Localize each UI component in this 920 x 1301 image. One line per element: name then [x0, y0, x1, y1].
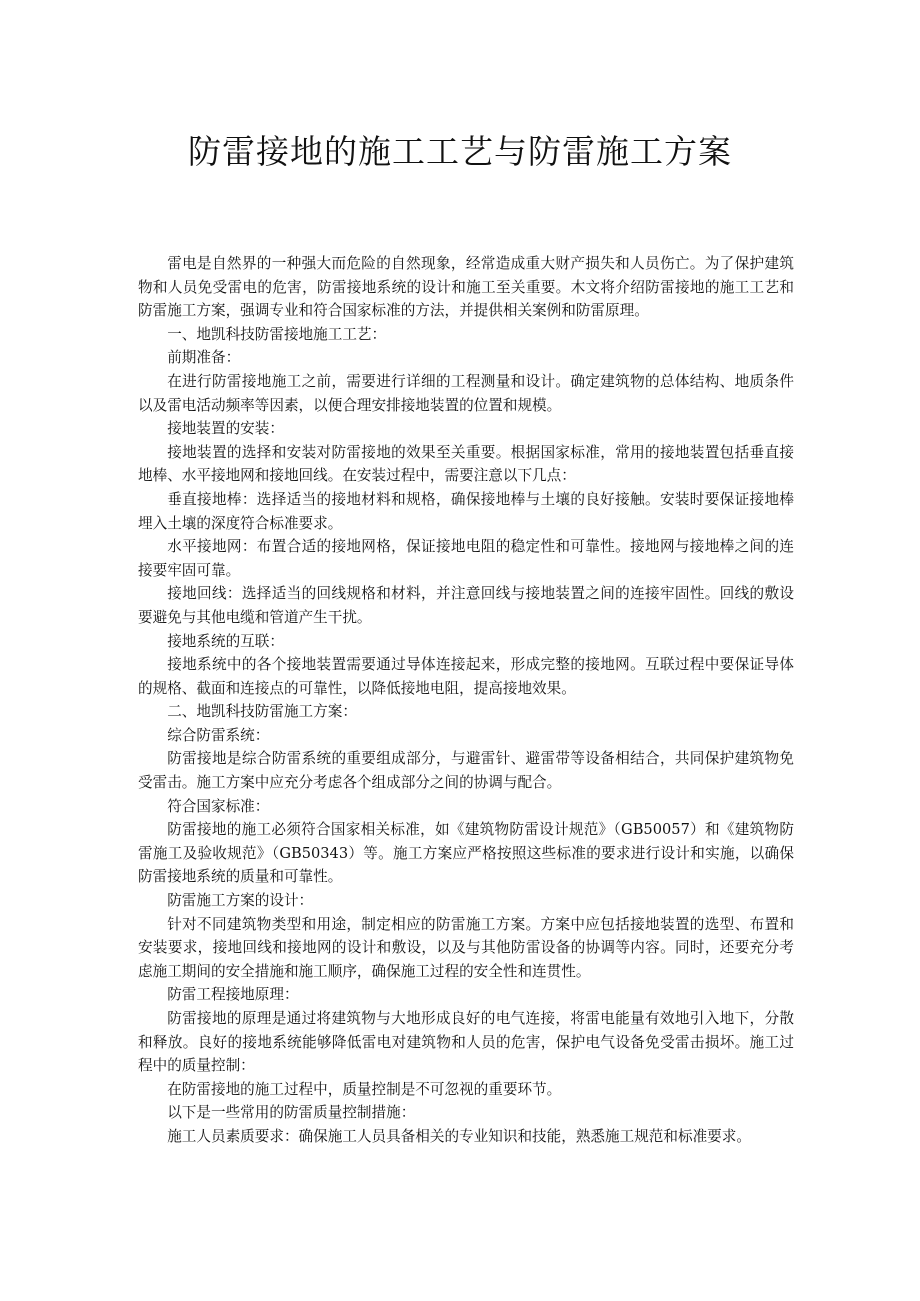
paragraph: 防雷接地是综合防雷系统的重要组成部分，与避雷针、避雷带等设备相结合，共同保护建筑物免受雷击。施工方案中应充分考虑各个组成部分之间的协调与配合。: [138, 750, 794, 792]
subheading: 防雷施工方案的设计：: [167, 892, 314, 910]
paragraph: 防雷接地的原理是通过将建筑物与大地形成良好的电气连接，将雷电能量有效地引入地下，分散和释放。良好的接地系统能够降低雷电对建筑物和人员的危害，保护电气设备免受雷击损坏。施工过程中的质量控制：: [138, 1010, 794, 1075]
paragraph: 施工人员素质要求：确保施工人员具备相关的专业知识和技能，熟悉施工规范和标准要求。: [167, 1127, 751, 1145]
section-heading: 二、地凯科技防雷施工方案：: [167, 703, 357, 721]
section-heading: 一、地凯科技防雷接地施工工艺：: [167, 325, 387, 343]
paragraph: 在防雷接地的施工过程中，质量控制是不可忽视的重要环节。: [167, 1080, 562, 1098]
paragraph: 水平接地网：布置合适的接地网格，保证接地电阻的稳定性和可靠性。接地网与接地棒之间的连接要牢固可靠。: [138, 538, 794, 579]
paragraph: 接地装置的选择和安装对防雷接地的效果至关重要。根据国家标准，常用的接地装置包括垂直接地棒、水平接地网和接地回线。在安装过程中，需要注意以下几点：: [138, 443, 794, 485]
section-heading: 以下是一些常用的防雷质量控制措施：: [167, 1104, 416, 1122]
page-title: 防雷接地的施工工艺与防雷施工方案: [188, 132, 732, 171]
subheading: 综合防雷系统：: [167, 726, 270, 744]
paragraph: 垂直接地棒：选择适当的接地材料和规格，确保接地棒与土壤的良好接触。安装时要保证接地棒埋入土壤的深度符合标准要求。: [138, 490, 794, 532]
subheading: 符合国家标准：: [167, 797, 270, 815]
subheading: 接地系统的互联：: [167, 632, 284, 650]
subheading: 接地装置的安装：: [167, 420, 284, 438]
paragraph: 接地系统中的各个接地装置需要通过导体连接起来，形成完整的接地网。互联过程中要保证导体的规格、截面和连接点的可靠性，以降低接地电阻，提高接地效果。: [138, 656, 794, 697]
subheading: 前期准备：: [167, 349, 241, 367]
paragraph: 针对不同建筑物类型和用途，制定相应的防雷施工方案。方案中应包括接地装置的选型、布置和安装要求，接地回线和接地网的设计和敷设，以及与其他防雷设备的协调等内容。同时，还要充分考虑施工期间的安全措施和施工顺序，确保施工过程的安全性和连贯性。: [138, 915, 794, 980]
document-body: [138, 252, 794, 1149]
paragraph: 雷电是自然界的一种强大而危险的自然现象，经常造成重大财产损失和人员伤亡。为了保护建筑物和人员免受雷电的危害，防雷接地系统的设计和施工至关重要。木文将介绍防雷接地的施工工艺和防雷施工方案，强调专业和符合国家标准的方法，并提供相关案例和防雷原理。: [138, 255, 794, 320]
section-heading: 防雷工程接地原理：: [167, 986, 299, 1004]
paragraph: 在进行防雷接地施工之前，需要进行详细的工程测量和设计。确定建筑物的总体结构、地质条件以及雷电活动频率等因素，以便合理安排接地装置的位置和规模。: [138, 372, 794, 414]
paragraph: 防雷接地的施工必须符合国家相关标准，如《建筑物防雷设计规范》（GB50057）和《建筑物防雷施工及验收规范》（GB50343）等。施工方案应严格按照这些标准的要求进行设计和实施，以确保防雷接地系统的质量和可靠性。: [138, 821, 794, 886]
paragraph: 接地回线：选择适当的回线规格和材料，并注意回线与接地装置之间的连接牢固性。回线的敷设要避免与其他电缆和管道产生干扰。: [138, 585, 794, 626]
